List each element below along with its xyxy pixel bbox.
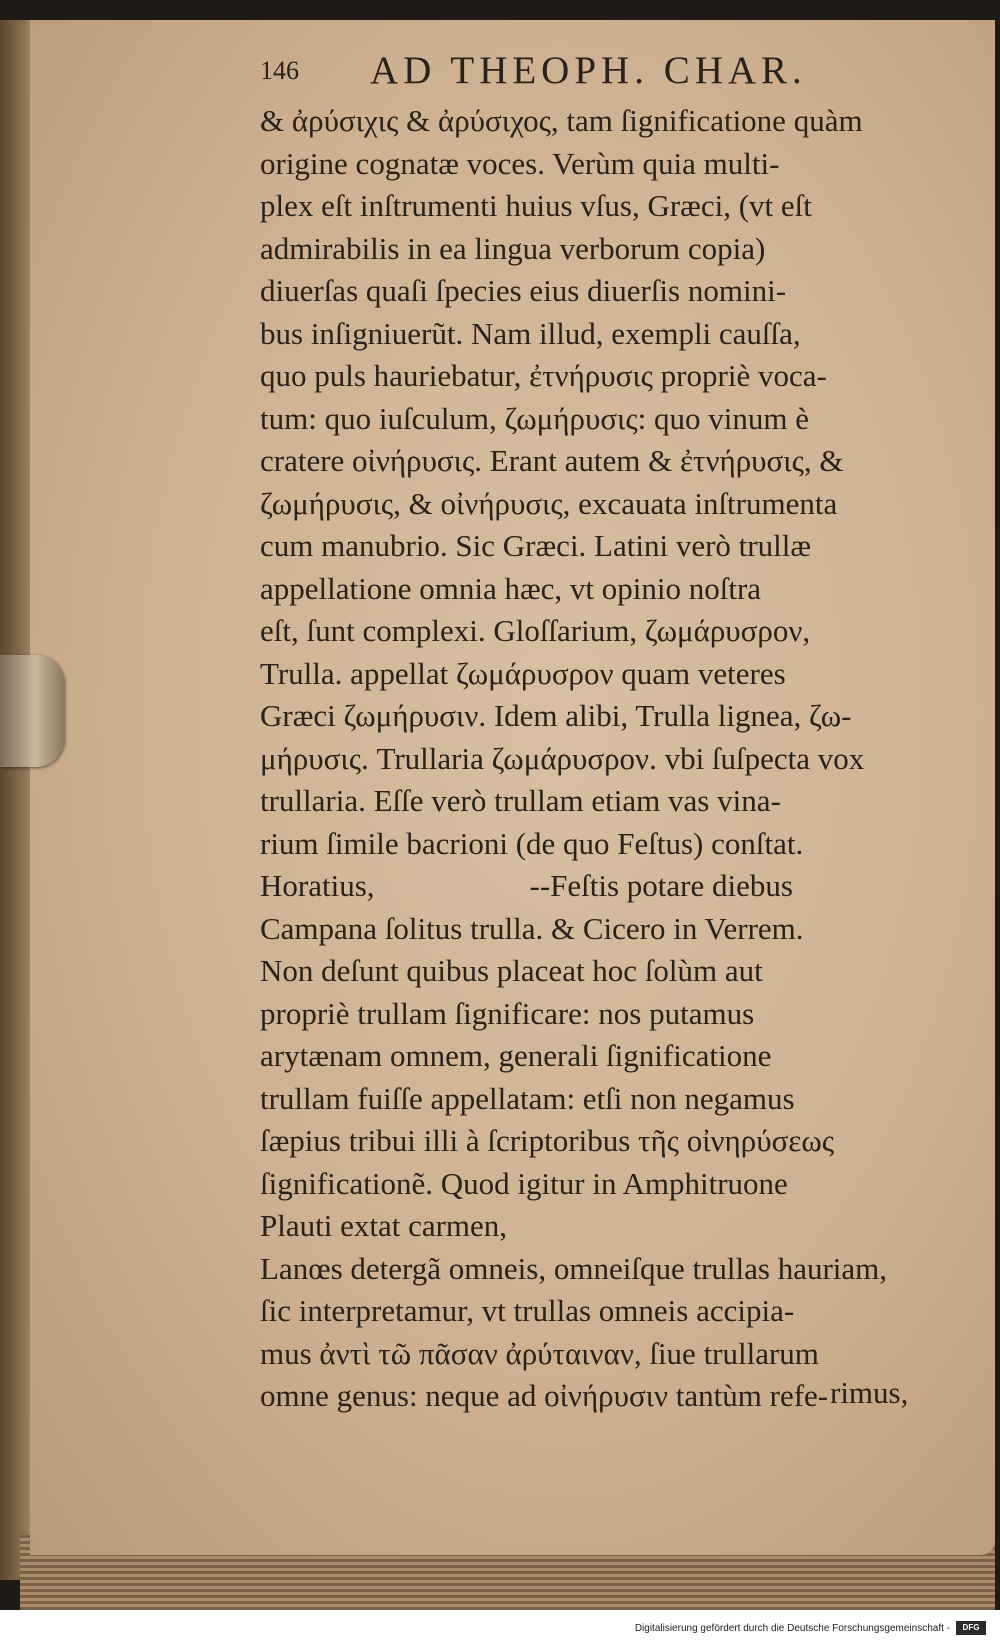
text-line: quo puls hauriebatur, ἐτνήρυσις propriè voca- [260,358,827,393]
footer-bar [0,1610,1000,1645]
text-line: bus inſigniuerũt. Nam illud, exempli cauſſa, [260,315,801,351]
text-line: plex eſt inſtrumenti huius vſus, Græci, (vt eſt [260,188,812,223]
text-line: Græci ζωμήρυσιν. Idem alibi, Trulla lignea, ζω- [260,698,852,733]
running-head: AD THEOPH. CHAR. [370,49,807,92]
text-line: eſt, ſunt complexi. Gloſſarium, ζωμάρυσρον, [260,613,811,648]
text-line: appellatione omnia hæc, vt opinio noſtra [260,570,762,606]
text-line: Trulla. appellat ζωμάρυσρον quam veteres [260,655,786,691]
catchword: rimus, [830,1375,909,1410]
text-line: μήρυσις. Trullaria ζωμάρυσρον. vbi ſuſpecta vox [260,740,865,776]
page-number: 146 [260,56,299,85]
text-line: propriè trullam ſignificare: nos putamus [260,995,755,1031]
text-line: omne genus: neque ad οἰνήρυσιν tantùm refe- [260,1378,829,1413]
text-line: ſæpius tribui illi à ſcriptoribus τῆς οἰνηρύσεως [260,1123,834,1158]
text-line: & ἀρύσιχις & ἀρύσιχος, tam ſignificatione quàm [260,103,863,138]
text-line: cratere οἰνήρυσις. Erant autem & ἐτνήρυσις, & [260,443,844,478]
text-line: cum manubrio. Sic Græci. Latini verò trullæ [260,528,812,563]
text-line: tum: quo iuſculum, ζωμήρυσις: quo vinum è [260,400,809,436]
text-line: diuerſas quaſi ſpecies eius diuerſis nomini- [260,273,787,308]
text-block [260,100,915,1418]
text-line: mus ἀντὶ τῶ πᾶσαν ἀρύταιναν, ſiue trullarum [260,1335,819,1371]
dfg-logo-icon: DFG [956,1621,986,1635]
text-line: ζωμήρυσις, & οἰνήρυσις, excauata inſtrumenta [260,485,838,521]
text-line: trullam fuiſſe appellatam: etſi non negamus [260,1080,795,1116]
text-line: arytænam omnem, generali ſignificatione [260,1038,772,1073]
text-line: trullaria. Eſſe verò trullam etiam vas vina- [260,783,781,818]
text-line: Horatius, --Feſtis potare diebus [260,868,793,903]
text-line: Plauti extat carmen, [260,1208,508,1243]
text-line: admirabilis in ea lingua verborum copia) [260,230,766,266]
page-header [260,48,910,98]
text-line: origine cognatæ voces. Verùm quia multi- [260,145,780,181]
text-line: ſignificationẽ. Quod igitur in Amphitruone [260,1165,788,1201]
book-page [30,20,995,1555]
text-line: Campana ſolitus trulla. & Cicero in Verrem. [260,910,804,946]
footer-credit: Digitalisierung gefördert durch die Deutsche Forschungsgemeinschaft - [634,1623,950,1634]
text-line: Non deſunt quibus placeat hoc ſolùm aut [260,953,763,988]
text-line: rium ſimile bacrioni (de quo Feſtus) conſtat. [260,825,804,861]
text-line: ſic interpretamur, vt trullas omneis accipia- [260,1293,795,1328]
text-line: Lanœs detergã omneis, omneiſque trullas hauriam, [260,1250,888,1286]
bookmark-tab [0,655,64,767]
